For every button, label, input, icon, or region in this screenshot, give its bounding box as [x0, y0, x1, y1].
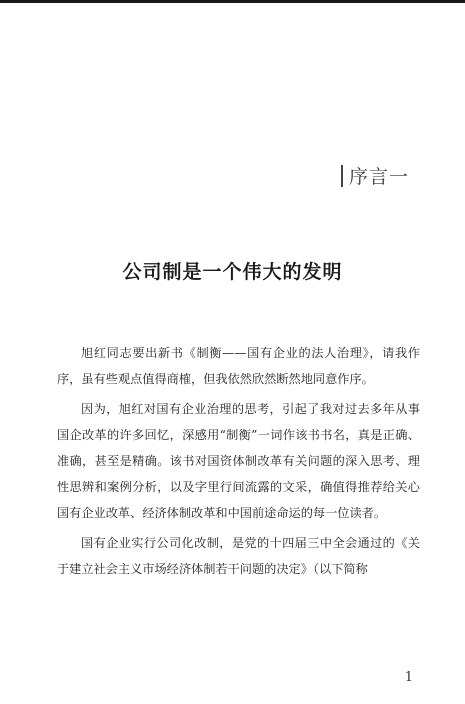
body-text	[57, 340, 420, 586]
section-header	[341, 162, 409, 189]
section-label: 序言一	[348, 166, 409, 188]
section-marker-bar	[341, 165, 343, 187]
paragraph-2: 因为，旭红对国有企业治理的思考，引起了我对过去多年从事国企改革的许多回忆，深感用“制衡”一词作该书书名，真是正确、准确，甚至是精确。该书对国资体制改革有关问题的深入思考、理性思辨和案例分析，以及字里行间流露的文采，确值得推荐给关心国有企业改革、经济体制改革和中国前途命运的每一位读者。	[57, 402, 420, 520]
chapter-title: 公司制是一个伟大的发明	[122, 261, 343, 283]
page-number: 1	[404, 670, 413, 685]
page-top-border	[0, 0, 465, 3]
paragraph-1: 旭红同志要出新书《制衡——国有企业的法人治理》，请我作序，虽有些观点值得商榷，但我依然欣然断然地同意作序。	[57, 346, 420, 386]
paragraph-3: 国有企业实行公司化改制，是党的十四届三中全会通过的《关于建立社会主义市场经济体制若干问题的决定》（以下简称	[57, 536, 420, 576]
